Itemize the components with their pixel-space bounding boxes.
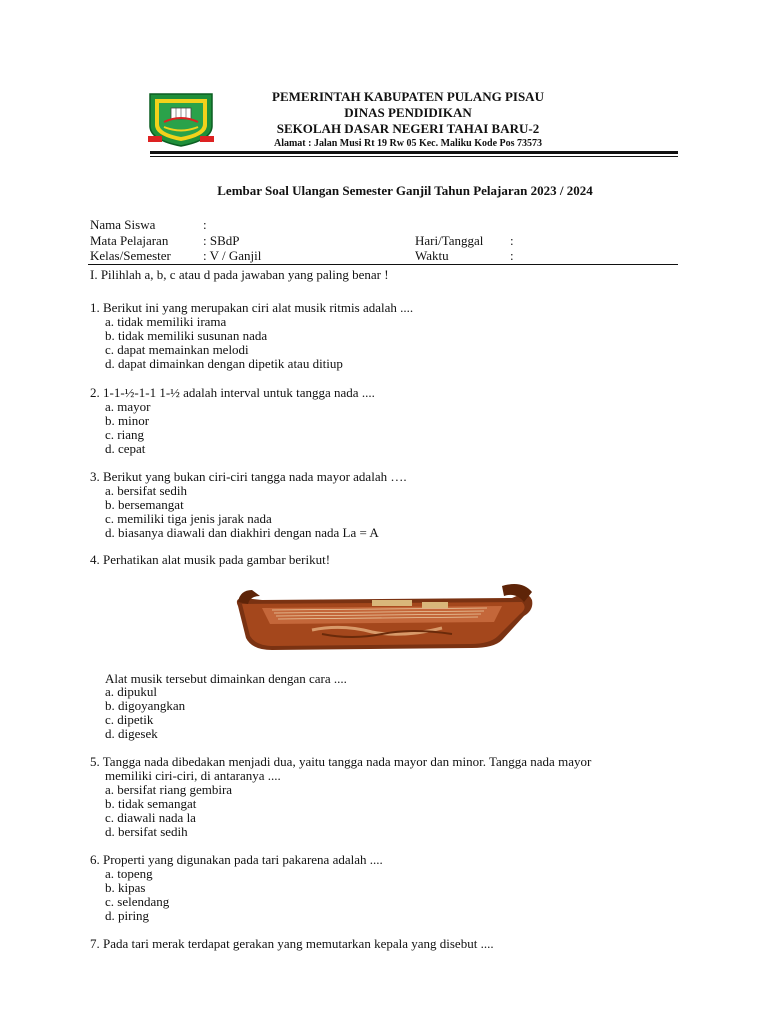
q3-option-b: b. bersemangat — [105, 497, 184, 512]
q1-option-c: c. dapat memainkan melodi — [105, 342, 249, 357]
q3-option-c: c. memiliki tiga jenis jarak nada — [105, 511, 272, 526]
question-6: 6. Properti yang digunakan pada tari pakarena adalah .... — [90, 852, 383, 867]
question-2: 2. 1-1-½-1-1 1-½ adalah interval untuk tangga nada .... — [90, 385, 375, 400]
q5-option-b: b. tidak semangat — [105, 796, 197, 811]
q4-option-c: c. dipetik — [105, 712, 154, 727]
header-rule-thin — [150, 156, 678, 157]
q5-option-c: c. diawali nada la — [105, 810, 196, 825]
question-4-stem: Alat musik tersebut dimainkan dengan cara .... — [105, 671, 347, 686]
q2-option-c: c. riang — [105, 427, 144, 442]
info-rule — [88, 264, 678, 265]
nama-label: Nama Siswa — [90, 217, 156, 232]
kelas-value: : V / Ganjil — [203, 248, 262, 263]
header-government: PEMERINTAH KABUPATEN PULANG PISAU — [272, 89, 544, 104]
mapel-value: : SBdP — [203, 233, 240, 248]
q1-option-b: b. tidak memiliki susunan nada — [105, 328, 268, 343]
q6-option-a: a. topeng — [105, 866, 153, 881]
exam-title: Lembar Soal Ulangan Semester Ganjil Tahun Pelajaran 2023 / 2024 — [217, 183, 593, 198]
q4-option-b: b. digoyangkan — [105, 698, 186, 713]
q4-option-a: a. dipukul — [105, 684, 157, 699]
q2-option-a: a. mayor — [105, 399, 151, 414]
kelas-label: Kelas/Semester — [90, 248, 171, 263]
q3-option-a: a. bersifat sedih — [105, 483, 187, 498]
q1-option-d: d. dapat dimainkan dengan dipetik atau ditiup — [105, 356, 343, 371]
q6-option-c: c. selendang — [105, 894, 170, 909]
question-4: 4. Perhatikan alat musik pada gambar berikut! — [90, 552, 331, 567]
regency-crest-icon — [146, 90, 216, 148]
q2-option-d: d. cepat — [105, 441, 146, 456]
header-school: SEKOLAH DASAR NEGERI TAHAI BARU-2 — [276, 121, 540, 136]
q4-option-d: d. digesek — [105, 726, 158, 741]
question-5: 5. Tangga nada dibedakan menjadi dua, yaitu tangga nada mayor dan minor. Tangga nada mayor — [90, 754, 592, 769]
header-address: Alamat : Jalan Musi Rt 19 Rw 05 Kec. Maliku Kode Pos 73573 — [273, 138, 543, 149]
question-7: 7. Pada tari merak terdapat gerakan yang memutarkan kepala yang disebut .... — [90, 936, 494, 951]
q6-option-d: d. piring — [105, 908, 150, 923]
header-rule-thick — [150, 151, 678, 154]
question-5-cont: memiliki ciri-ciri, di antaranya .... — [105, 768, 281, 783]
question-1: 1. Berikut ini yang merupakan ciri alat musik ritmis adalah .... — [90, 300, 414, 315]
hari-label: Hari/Tanggal — [415, 233, 484, 248]
instruction: I. Pilihlah a, b, c atau d pada jawaban yang paling benar ! — [90, 267, 389, 282]
q5-option-a: a. bersifat riang gembira — [105, 782, 233, 797]
mapel-label: Mata Pelajaran — [90, 233, 169, 248]
q3-option-d: d. biasanya diawali dan diakhiri dengan nada La = A — [105, 525, 379, 540]
q6-option-b: b. kipas — [105, 880, 146, 895]
q5-option-d: d. bersifat sedih — [105, 824, 188, 839]
nama-value: : — [203, 217, 207, 232]
q2-option-b: b. minor — [105, 413, 150, 428]
header-department: DINAS PENDIDIKAN — [344, 105, 472, 120]
waktu-value: : — [510, 248, 514, 263]
question-3: 3. Berikut yang bukan ciri-ciri tangga nada mayor adalah …. — [90, 469, 407, 484]
kecapi-zither-image — [232, 578, 537, 656]
q1-option-a: a. tidak memiliki irama — [105, 314, 227, 329]
waktu-label: Waktu — [415, 248, 449, 263]
hari-value: : — [510, 233, 514, 248]
